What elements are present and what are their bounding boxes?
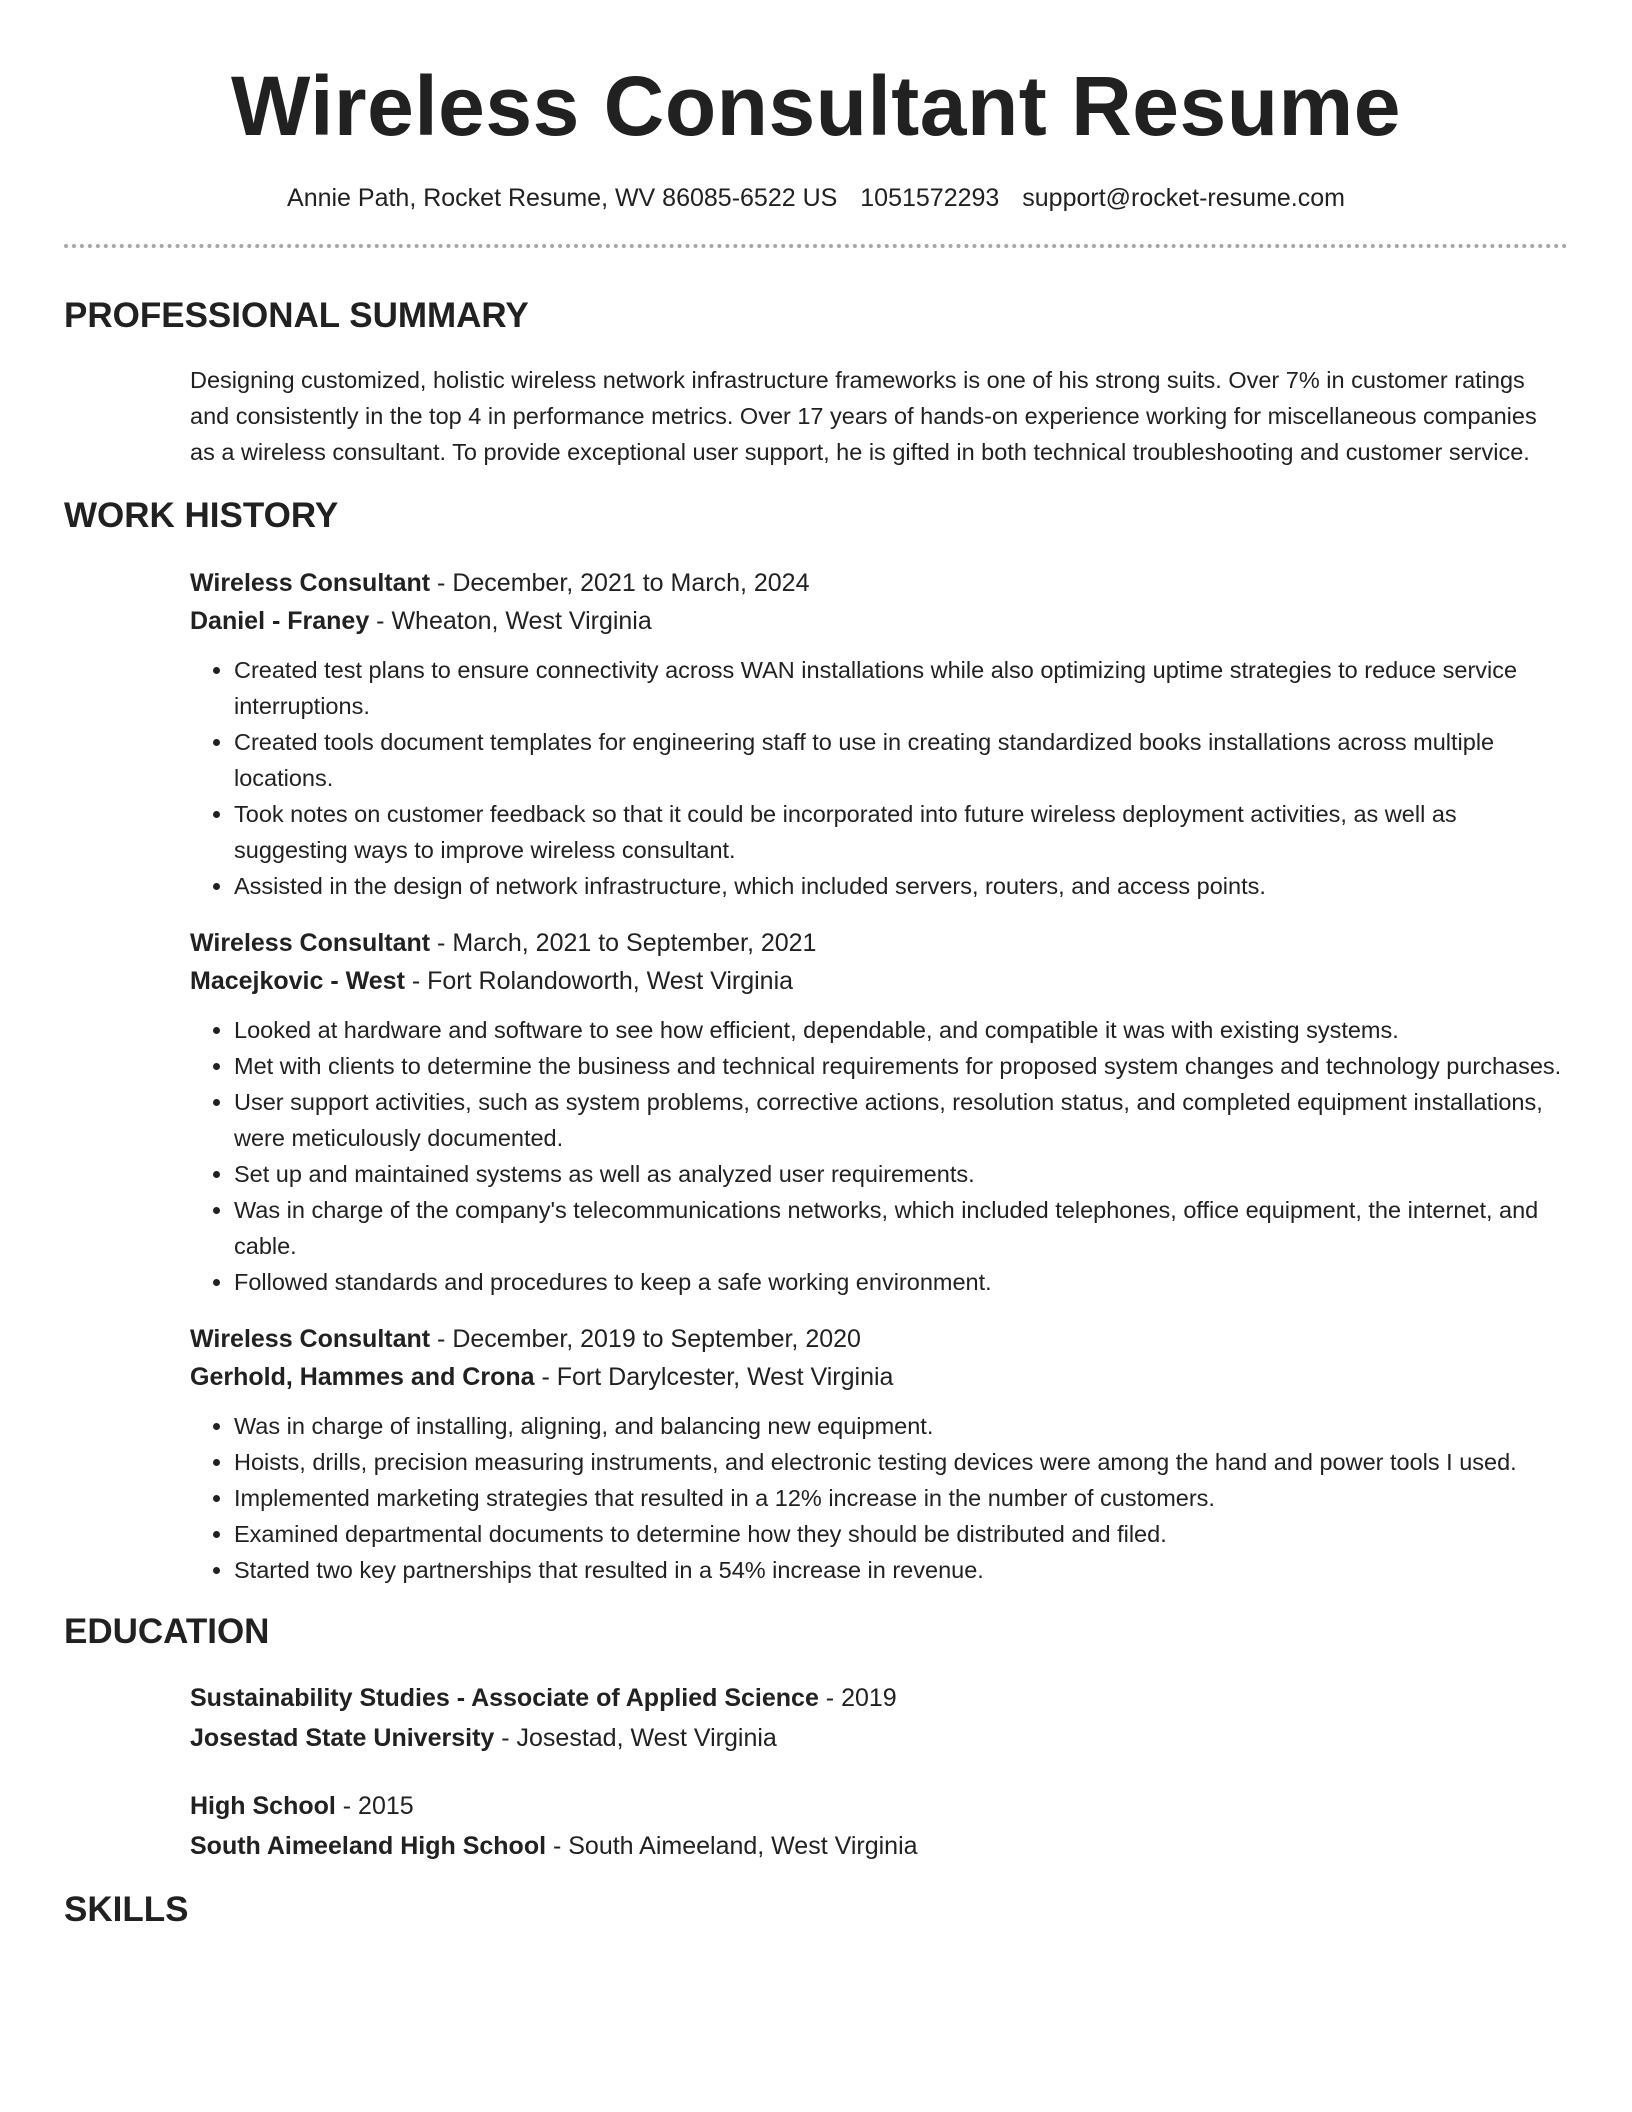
education-heading: EDUCATION [64, 1612, 270, 1651]
job-company: Daniel - Franey [190, 607, 370, 635]
job-company-line [190, 962, 1568, 1000]
job-location: - Wheaton, West Virginia [369, 607, 652, 635]
job-bullet: • Followed standards and procedures to keep a safe working environment. [234, 1264, 1568, 1300]
education-location: - South Aimeeland, West Virginia [546, 1832, 918, 1860]
education-entry [190, 1678, 1568, 1758]
job-bullet: • Was in charge of installing, aligning, and balancing new equipment. [234, 1408, 1568, 1444]
education-degree: Sustainability Studies - Associate of Applied Science [190, 1684, 819, 1712]
job-bullet: • Implemented marketing strategies that resulted in a 12% increase in the number of customers. [234, 1480, 1568, 1516]
job-entry [190, 1320, 1568, 1588]
education-school: Josestad State University [190, 1724, 495, 1752]
contact-address: Annie Path, Rocket Resume, WV 86085-6522 US [287, 184, 838, 212]
job-bullet: • Was in charge of the company's telecommunications networks, which included telephones, office equipment, the internet, and cable. [234, 1192, 1568, 1264]
education-school-line [190, 1718, 1568, 1758]
job-title: Wireless Consultant [190, 569, 431, 597]
job-bullet: • Met with clients to determine the business and technical requirements for proposed system changes and technology purchases. [234, 1048, 1568, 1084]
job-bullet: • Looked at hardware and software to see how efficient, dependable, and compatible it was with existing systems. [234, 1012, 1568, 1048]
job-title: Wireless Consultant [190, 929, 431, 957]
summary-text: Designing customized, holistic wireless network infrastructure frameworks is one of his strong suits. Over 7% in customer ratings and consistently in the top 4 in performance metrics. Over 17 years of hands-on experience working for miscellaneous companies as a wireless consultant. To provide exceptional user support, he is gifted in both technical troubleshooting and customer service. [190, 367, 1537, 465]
job-dates: - March, 2021 to September, 2021 [430, 929, 817, 957]
job-bullet: • User support activities, such as system problems, corrective actions, resolution status, and completed equipment installations, were meticulously documented. [234, 1084, 1568, 1156]
job-title-line [190, 924, 1568, 962]
contact-email: support@rocket-resume.com [1022, 184, 1345, 212]
contact-line [64, 182, 1568, 214]
job-bullet: • Took notes on customer feedback so that it could be incorporated into future wireless deployment activities, as well as suggesting ways to improve wireless consultant. [234, 796, 1568, 868]
education-entry [190, 1786, 1568, 1866]
summary-heading: PROFESSIONAL SUMMARY [64, 296, 529, 335]
job-company-line [190, 1358, 1568, 1396]
education-degree-line [190, 1678, 1568, 1718]
education-school-line [190, 1826, 1568, 1866]
job-title-line [190, 564, 1568, 602]
education-year: - 2015 [335, 1792, 414, 1820]
job-bullet: • Started two key partnerships that resulted in a 54% increase in revenue. [234, 1552, 1568, 1588]
job-location: - Fort Darylcester, West Virginia [534, 1363, 894, 1391]
contact-phone: 1051572293 [860, 184, 1000, 212]
education-degree: High School [190, 1792, 336, 1820]
job-bullets [190, 652, 1568, 904]
job-entry [190, 564, 1568, 904]
job-company-line [190, 602, 1568, 640]
education-degree-line [190, 1786, 1568, 1826]
job-bullet: • Hoists, drills, precision measuring instruments, and electronic testing devices were among the hand and power tools I used. [234, 1444, 1568, 1480]
job-bullet: • Created tools document templates for engineering staff to use in creating standardized books installations across multiple locations. [234, 724, 1568, 796]
job-bullet: • Assisted in the design of network infrastructure, which included servers, routers, and access points. [234, 868, 1568, 904]
resume-title: Wireless Consultant Resume [231, 59, 1401, 153]
job-title-line [190, 1320, 1568, 1358]
header-divider [64, 244, 1568, 248]
education-school: South Aimeeland High School [190, 1832, 547, 1860]
job-bullets [190, 1012, 1568, 1300]
job-company: Macejkovic - West [190, 967, 405, 995]
education-location: - Josestad, West Virginia [494, 1724, 777, 1752]
job-location: - Fort Rolandoworth, West Virginia [404, 967, 794, 995]
job-bullet: • Created test plans to ensure connectivity across WAN installations while also optimizing uptime strategies to reduce service interruptions. [234, 652, 1568, 724]
job-dates: - December, 2019 to September, 2020 [430, 1325, 861, 1353]
job-entry [190, 924, 1568, 1300]
job-bullet: • Examined departmental documents to determine how they should be distributed and filed. [234, 1516, 1568, 1552]
job-bullet: • Set up and maintained systems as well as analyzed user requirements. [234, 1156, 1568, 1192]
education-year: - 2019 [818, 1684, 897, 1712]
job-bullets [190, 1408, 1568, 1588]
job-title: Wireless Consultant [190, 1325, 431, 1353]
job-company: Gerhold, Hammes and Crona [190, 1363, 535, 1391]
work-history-heading: WORK HISTORY [64, 496, 339, 535]
skills-heading: SKILLS [64, 1890, 189, 1929]
job-dates: - December, 2021 to March, 2024 [430, 569, 810, 597]
